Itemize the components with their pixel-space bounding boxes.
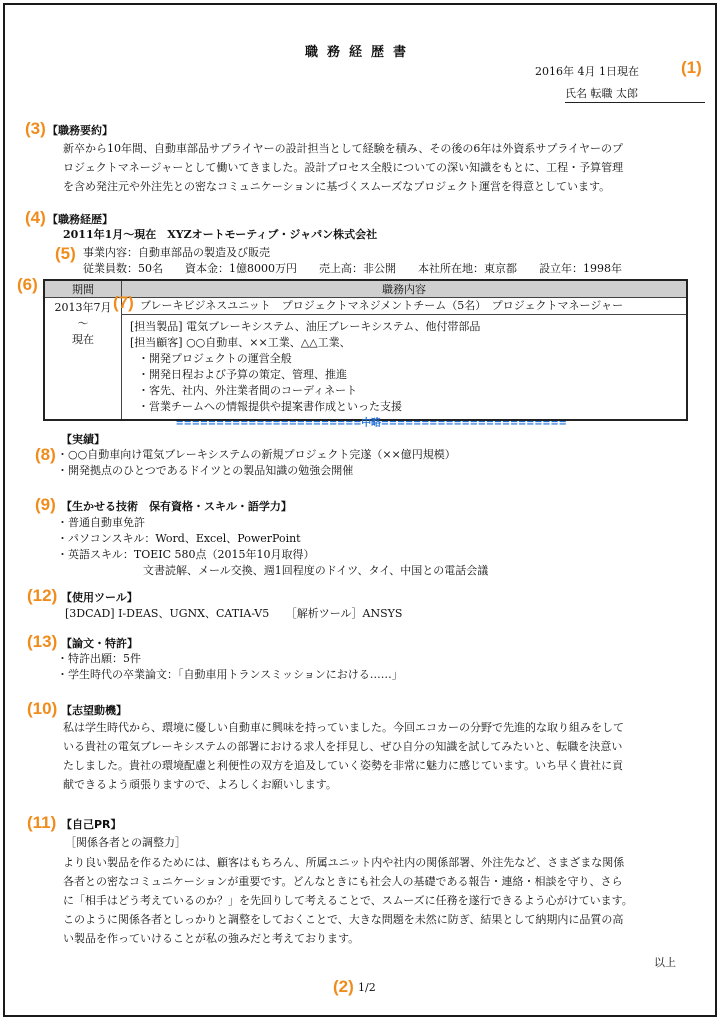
col-period-header: 期間 xyxy=(44,280,122,298)
separator-right: ======================= xyxy=(380,418,567,428)
period-start: 2013年7月 xyxy=(54,301,112,314)
self-pr-line: い製品を作っていけることが私の強みだと考えております。 xyxy=(63,932,360,945)
self-pr-subheading: ［関係各者との調整力］ xyxy=(65,836,186,849)
period-cell xyxy=(44,298,122,421)
marker-7: (7) xyxy=(113,293,134,312)
summary-body xyxy=(63,139,703,196)
marker-3: (3) xyxy=(25,119,46,138)
company-line: 2011年1月～現在 XYZオートモーティブ・ジャパン株式会社 xyxy=(63,228,378,241)
role-line: ブレーキビジネスユニット プロジェクトマネジメントチーム（5名） プロジェクトマネージャー xyxy=(122,298,686,315)
motivation-line: 献できるよう頑張りますので、よろしくお願いします。 xyxy=(63,778,337,791)
marker-2: (2) xyxy=(333,977,354,996)
document-date: 2016年 4月 1日現在 xyxy=(535,65,639,78)
duty-line: [担当製品] 電気ブレーキシステム、油圧ブレーキシステム、他付帯部品 xyxy=(130,320,481,333)
self-pr-body xyxy=(63,853,703,948)
marker-11: (11) xyxy=(27,813,57,832)
company-facts: 従業員数：50名 資本金：1億8000万円 売上高：非公開 本社所在地：東京都 設立年：1998年 xyxy=(83,262,622,275)
skills-heading: 【生かせる技術 保有資格・スキル・語学力】 xyxy=(61,500,292,513)
marker-13: (13) xyxy=(27,632,58,651)
achievement-item: ・開発拠点のひとつであるドイツとの製品知識の勉強会開催 xyxy=(57,464,354,477)
marker-5: (5) xyxy=(55,244,76,263)
duty-line: ・営業チームへの情報提供や提案書作成といった支援 xyxy=(138,400,402,413)
achievement-item: ・○○自動車向け電気ブレーキシステムの新規プロジェクト完遂（××億円規模） xyxy=(57,448,456,461)
summary-line: 新卒から10年間、自動車部品サプライヤーの設計担当として経験を積み、その後の6年は外資系サプライヤーのプ xyxy=(63,142,623,155)
skill-item: ・パソコンスキル：Word、Excel、PowerPoint xyxy=(57,532,301,545)
omission-separator xyxy=(71,414,671,428)
marker-8: (8) xyxy=(35,445,56,464)
marker-1: (1) xyxy=(681,58,702,77)
col-content-header: 職務内容 xyxy=(122,280,688,298)
job-table xyxy=(43,279,688,421)
motivation-line: たしました。貴社の環境配慮と利便性の双方を追及していく姿勢を非常に魅力に感じています。いち早く貴社に貢 xyxy=(63,759,624,772)
document-title: 職務経歴書 xyxy=(304,45,415,60)
resume-page xyxy=(3,3,717,1017)
motivation-heading: 【志望動機】 xyxy=(61,704,127,717)
self-pr-line: 各者との密なコミュニケーションが重要です。どんなときにも社会人の基礎である報告・連絡・相談を守り、さら xyxy=(63,875,623,888)
history-heading: 【職務経歴】 xyxy=(47,213,113,226)
duty-line: ・開発プロジェクトの運営全般 xyxy=(138,352,292,365)
motivation-body xyxy=(63,718,703,794)
content-cell xyxy=(122,298,688,421)
skill-item: ・英語スキル：TOEIC 580点（2015年10月取得） xyxy=(57,548,315,561)
paper-item: ・学生時代の卒業論文：「自動車用トランスミッションにおける……」 xyxy=(57,668,403,681)
summary-line: ロジェクトマネージャーとして働いてきました。設計プロセス全般についての深い知識をもとに、工程・予算管理 xyxy=(63,161,624,174)
tools-heading: 【使用ツール】 xyxy=(61,591,138,604)
motivation-line: 私は学生時代から、環境に優しい自動車に興味を持っていました。今回エコカーの分野で先進的な取り組みをして xyxy=(63,721,624,734)
tools-line: [3DCAD] I-DEAS、UGNX、CATIA-V5 ［解析ツール］ANSYS xyxy=(65,607,403,620)
achievements-heading: 【実績】 xyxy=(61,433,105,446)
marker-6: (6) xyxy=(17,275,38,294)
duty-line: [担当顧客] ○○自動車、××工業、△△工業、 xyxy=(130,336,351,349)
period-end: 現在 xyxy=(72,333,94,346)
duty-details xyxy=(122,315,686,419)
self-pr-heading: 【自己PR】 xyxy=(61,818,122,831)
marker-12: (12) xyxy=(27,586,58,605)
closing-text: 以上 xyxy=(654,956,676,969)
paper-item: ・特許出願：5件 xyxy=(57,652,141,665)
self-pr-line: より良い製品を作るためには、顧客はもちろん、所属ユニット内や社内の関係部署、外注先など、さまざまな関係 xyxy=(63,856,625,869)
self-pr-line: に「相手はどう考えているのか？」を先回りして考えることで、スムーズに任務を遂行できるよう心がけています。 xyxy=(63,894,633,907)
page-number: 1/2 xyxy=(358,981,376,994)
business-description: 事業内容：自動車部品の製造及び販売 xyxy=(83,246,270,259)
separator-left: ======================= xyxy=(175,418,362,428)
separator-label: 中略 xyxy=(361,418,381,428)
skill-item: ・普通自動車免許 xyxy=(57,516,145,529)
marker-4: (4) xyxy=(25,208,46,227)
summary-line: を含め発注元や外注先との密なコミュニケーションに基づくスムーズなプロジェクト運営を得意としています。 xyxy=(63,180,611,193)
period-tilde: ～ xyxy=(77,317,89,330)
applicant-name: 氏名 転職 太郎 xyxy=(565,85,705,103)
papers-heading: 【論文・特許】 xyxy=(61,637,138,650)
duty-line: ・開発日程および予算の策定、管理、推進 xyxy=(138,368,347,381)
motivation-line: いる貴社の電気ブレーキシステムの部署における求人を拝見し、ぜひ自分の知識を試してみたいと、転職を決意い xyxy=(63,740,623,753)
duty-line: ・客先、社内、外注業者間のコーディネート xyxy=(138,384,358,397)
skill-item: 文書読解、メール交換、週1回程度のドイツ、タイ、中国との電話会議 xyxy=(143,564,489,577)
marker-9: (9) xyxy=(35,495,56,514)
marker-10: (10) xyxy=(27,699,58,718)
self-pr-line: このように関係各者としっかりと調整をしておくことで、大きな問題を未然に防ぎ、結果として納期内に品質の高 xyxy=(63,913,624,926)
summary-heading: 【職務要約】 xyxy=(47,124,113,137)
